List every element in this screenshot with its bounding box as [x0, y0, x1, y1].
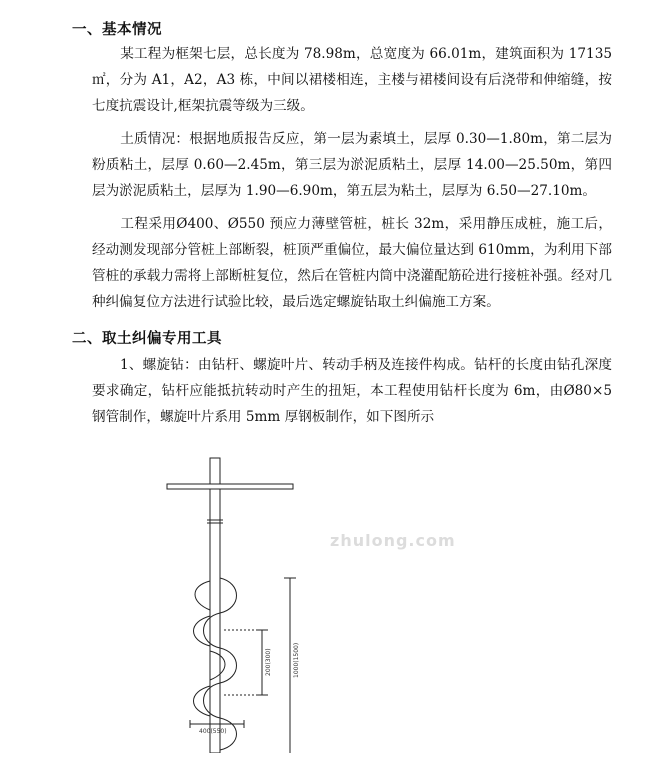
- dim-label-width: 400(550): [199, 728, 227, 735]
- paragraph-project-overview: [92, 41, 612, 119]
- rod-top: [210, 458, 220, 484]
- paragraph-text: 土质情况：根据地质报告反应，第一层为素填土，层厚 0.30—1.80m，第二层为粉质粘土，层厚 0.60—2.45m，第三层为淤泥质粘土，层厚 14.00—25.50m，第四层为淤泥质粘土，层厚为 1.90—6.90m，第五层为粘土，层厚为 6.50—27.10m。: [92, 131, 612, 199]
- drill-rod: [210, 489, 220, 753]
- paragraph-auger-description: [92, 352, 612, 430]
- auger-drawing: [150, 450, 350, 753]
- section-heading-basic-info: 一、基本情况: [72, 22, 162, 38]
- auger-drawing-svg: [150, 450, 350, 753]
- paragraph-text: 某工程为框架七层，总长度为 78.98m，总宽度为 66.01m，建筑面积为 17135 ㎡，分为 A1，A2，A3 栋，中间以裙楼相连，主楼与裙楼间设有后浇带和伸缩缝，按七度抗震设计,框架抗震等级为三级。: [92, 46, 612, 114]
- handle-bar: [167, 484, 293, 489]
- paragraph-text: 1、螺旋钻：由钻杆、螺旋叶片、转动手柄及连接件构成。钻杆的长度由钻孔深度要求确定，钻杆应能抵抗转动时产生的扭矩，本工程使用钻杆长度为 6m，由Ø80×5 钢管制作，螺旋叶片系用 5mm 厚钢板制作，如下图所示: [92, 357, 612, 425]
- watermark-logo: zhulong.com: [330, 531, 456, 550]
- dim-label-length: 1000(1500): [293, 642, 300, 678]
- paragraph-soil-conditions: [92, 126, 612, 204]
- paragraph-pile-method: [92, 211, 612, 315]
- dim-label-pitch: 200(300): [265, 648, 272, 676]
- paragraph-text: 工程采用Ø400、Ø550 预应力薄壁管桩，桩长 32m，采用静压成桩，施工后，经动测发现部分管桩上部断裂，桩顶严重偏位，最大偏位量达到 610mm，为利用下部管桩的承载力需将上部断桩复位，然后在管桩内筒中浇灌配筋砼进行接桩补强。经对几种纠偏复位方法进行试验比较，最后选定螺旋钻取土纠偏施工方案。: [92, 216, 612, 310]
- section-heading-tools: 二、取土纠偏专用工具: [72, 331, 222, 347]
